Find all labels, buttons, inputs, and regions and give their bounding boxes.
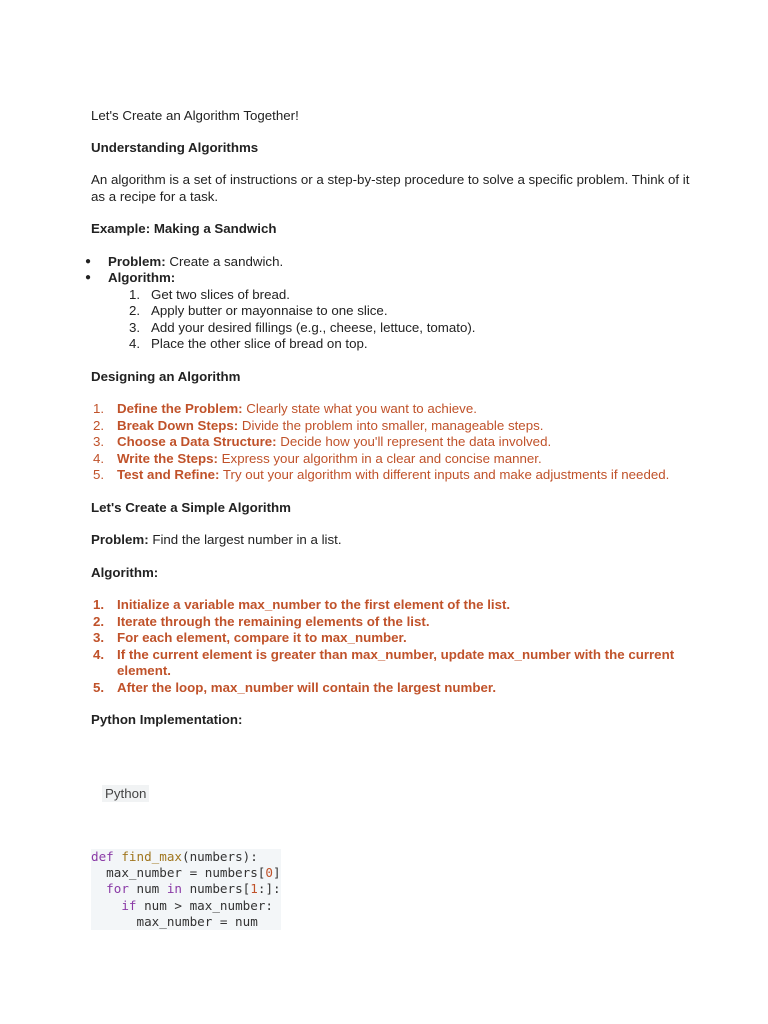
problem-text: Find the largest number in a list.: [148, 532, 342, 547]
step-text: For each element, compare it to max_number.: [117, 630, 407, 645]
code-line: max_number = numbers[0]: [91, 865, 281, 881]
designing-list: [91, 401, 691, 484]
list-number: 4.: [129, 336, 141, 351]
item-text: Try out your algorithm with different inputs and make adjustments if needed.: [219, 467, 670, 482]
item-label: Choose a Data Structure:: [117, 434, 277, 449]
list-item: [91, 434, 691, 451]
understanding-paragraph: An algorithm is a set of instructions or a step-by-step procedure to solve a specific problem. Think of it as a recipe for a task.: [91, 172, 690, 204]
code-block: [91, 849, 281, 930]
problem-text: Create a sandwich.: [165, 253, 284, 269]
heading-algorithm: Algorithm:: [91, 564, 159, 580]
item-label: Write the Steps:: [117, 450, 218, 466]
item-text: Express your algorithm in a clear and concise manner.: [217, 450, 542, 466]
list-item: [91, 680, 691, 697]
list-item: [91, 418, 691, 435]
list-number: 2.: [93, 613, 105, 629]
list-item: [91, 451, 691, 468]
heading-example: Example: Making a Sandwich: [91, 221, 277, 236]
step-text: If the current element is greater than max_number, update max_number with the current element.: [117, 646, 675, 678]
list-number: 3.: [93, 434, 105, 449]
list-number: 2.: [93, 417, 105, 433]
document-title: Let's Create an Algorithm Together!: [91, 108, 299, 123]
list-number: 4.: [93, 450, 105, 466]
simple-problem: [91, 532, 691, 549]
list-number: 5.: [93, 679, 105, 695]
item-text: Clearly state what you want to achieve.: [242, 401, 477, 416]
heading-understanding: Understanding Algorithms: [91, 139, 259, 155]
list-item: [91, 254, 691, 271]
item-text: Divide the problem into smaller, manageable steps.: [238, 417, 544, 433]
list-number: 4.: [93, 646, 105, 662]
heading-simple-algorithm: Let's Create a Simple Algorithm: [91, 499, 291, 515]
document-body: [91, 108, 691, 745]
item-label: Test and Refine:: [117, 467, 220, 482]
max-steps: [91, 597, 691, 696]
step-text: Apply butter or mayonnaise to one slice.: [151, 303, 388, 318]
list-item: [91, 401, 691, 418]
list-number: 2.: [129, 303, 141, 318]
item-label: Break Down Steps:: [117, 417, 239, 433]
list-item: [91, 270, 691, 353]
code-line: for num in numbers[1:]:: [91, 881, 281, 897]
list-number: 1.: [129, 286, 141, 302]
step-text: After the loop, max_number will contain the largest number.: [117, 679, 497, 695]
list-item: [108, 320, 691, 337]
step-text: Place the other slice of bread on top.: [151, 336, 368, 351]
list-item: [108, 287, 691, 304]
step-text: Iterate through the remaining elements of the list.: [117, 613, 430, 629]
list-item: [91, 467, 691, 484]
item-text: Decide how you'll represent the data involved.: [276, 434, 552, 449]
code-line: def find_max(numbers):: [91, 849, 281, 865]
code-language-label: Python: [102, 785, 149, 802]
list-item: [91, 647, 691, 680]
problem-label: Problem:: [91, 532, 149, 547]
code-line: if num > max_number:: [91, 898, 281, 914]
heading-designing: Designing an Algorithm: [91, 368, 241, 384]
heading-python: Python Implementation:: [91, 712, 243, 727]
item-label: Define the Problem:: [117, 401, 243, 416]
list-item: [91, 630, 691, 647]
list-number: 5.: [93, 467, 105, 482]
problem-label: Problem:: [108, 253, 166, 269]
list-number: 3.: [129, 319, 141, 335]
sandwich-steps: [108, 287, 691, 353]
list-item: [91, 614, 691, 631]
step-text: Add your desired fillings (e.g., cheese, lettuce, tomato).: [151, 319, 476, 335]
list-number: 1.: [93, 401, 105, 416]
step-text: Initialize a variable max_number to the first element of the list.: [117, 597, 511, 612]
list-item: [108, 303, 691, 320]
example-list: [91, 254, 691, 353]
code-line: max_number = num: [91, 914, 281, 930]
step-text: Get two slices of bread.: [151, 286, 290, 302]
list-item: [91, 597, 691, 614]
algorithm-label: Algorithm:: [108, 270, 176, 285]
list-number: 1.: [93, 597, 105, 612]
list-number: 3.: [93, 630, 105, 645]
list-item: [108, 336, 691, 353]
